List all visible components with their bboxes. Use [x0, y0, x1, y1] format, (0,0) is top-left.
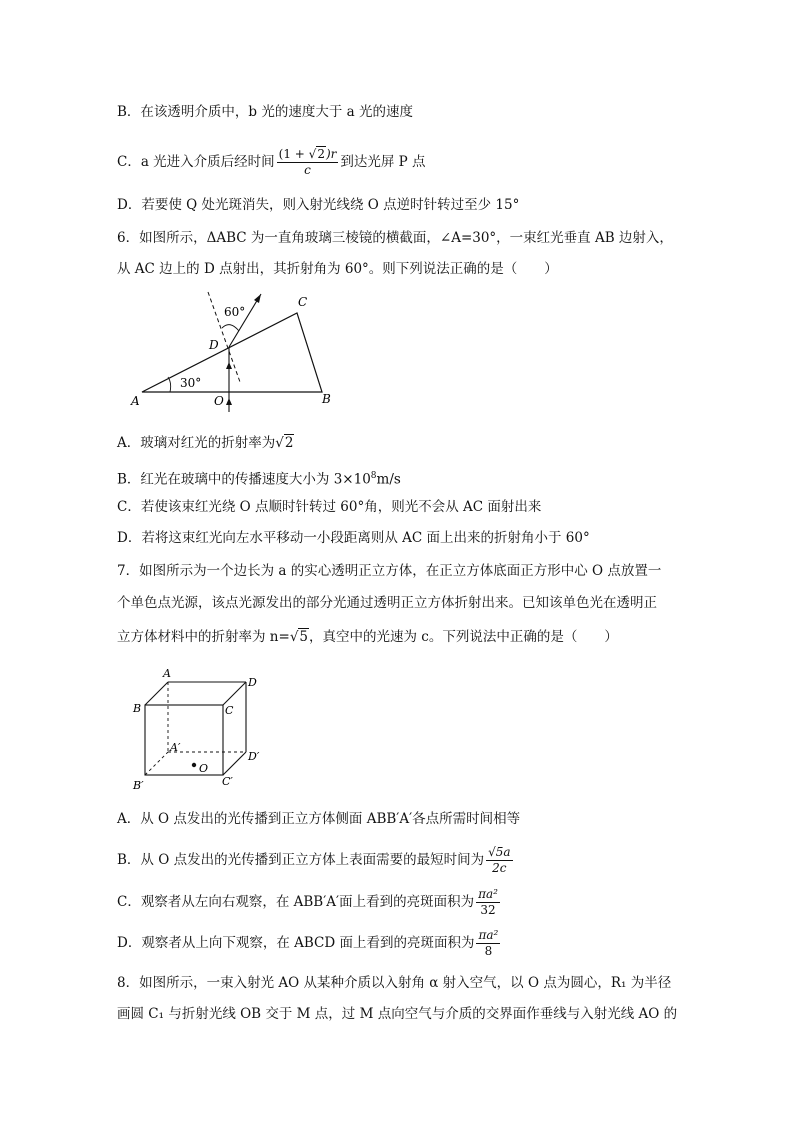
q7-stem-line1: 7．如图所示为一个边长为 a 的实心透明正立方体，在正立方体底面正方形中心 O 点放置一 [117, 563, 662, 579]
q7-option-c: C．观察者从左向右观察，在 ABB′A′面上看到的亮斑面积为 $\frac{\text{πa²}}{32}$ [117, 887, 498, 917]
q6-option-a: A．玻璃对红光的折射率为√2 [117, 435, 294, 451]
q5-option-d: D．若要使 Q 处光斑消失，则入射光线绕 O 点逆时针转过至少 15° [117, 197, 520, 213]
q5-option-c-text: C．a 光进入介质后经时间 [117, 154, 275, 170]
q7-stem-line3: 立方体材料中的折射率为 n=√5，真空中的光速为 c。下列说法中正确的是（ ） [117, 629, 618, 645]
q8-stem-line2: 画圆 C₁ 与折射光线 OB 交于 M 点，过 M 点向空气与介质的交界面作垂线与入射光线 AO 的 [117, 1006, 678, 1022]
q7-label-c: C [225, 704, 234, 717]
q6-option-c: C．若使该束红光绕 O 点顺时针转过 60°角，则光不会从 AC 面射出来 [117, 499, 542, 515]
q7-label-a: A [163, 667, 171, 680]
q7-stem-line2: 个单色点光源，该点光源发出的部分光通过透明正立方体折射出来。已知该单色光在透明正 [117, 595, 657, 611]
q6-arrow-up-icon [226, 398, 232, 405]
q7-cube-front-face [145, 705, 223, 775]
q6-arrow-refracted-icon [254, 294, 261, 303]
q5-option-b: B．在该透明介质中，b 光的速度大于 a 光的速度 [117, 104, 413, 120]
q6-label-c: C [298, 295, 308, 309]
q7-option-a: A．从 O 点发出的光传播到正立方体侧面 ABB′A′各点所需时间相等 [117, 811, 521, 827]
q6-stem-line2: 从 AC 边上的 D 点射出，其折射角为 60°。则下列说法正确的是（ ） [117, 261, 558, 277]
q8-stem-line1: 8．如图所示，一束入射光 AO 从某种介质以入射角 α 射入空气，以 O 点为圆心，R₁ 为半径 [117, 975, 672, 991]
q7-option-d: D．观察者从上向下观察，在 ABCD 面上看到的亮斑面积为 $\frac{\text{πa²}}{8}$ [117, 928, 499, 958]
q5-option-c [117, 147, 426, 178]
q6-label-o: O [214, 394, 224, 408]
q7-label-d-prime: D′ [248, 750, 260, 763]
q6-angle-30-arc [168, 377, 171, 392]
q7-label-b: B [133, 702, 142, 715]
q6-figure [120, 285, 340, 420]
q6-stem-line1: 6．如图所示，ΔABC 为一直角玻璃三棱镜的横截面，∠A=30°，一束红光垂直 AB 边射入， [117, 230, 673, 246]
q6-option-d: D．若将这束红光向左水平移动一小段距离则从 AC 面上出来的折射角小于 60° [117, 530, 590, 546]
q6-angle-60-arc [222, 325, 239, 331]
q5-option-c-tail: 到达光屏 P 点 [340, 154, 426, 170]
q6-label-d: D [209, 338, 219, 352]
q5-option-c-fraction: $\frac{(1 + √2)r}{c}$ [278, 147, 337, 177]
q6-label-a: A [131, 394, 140, 408]
q7-label-b-prime: B′ [133, 779, 144, 792]
q7-cube-figure [125, 665, 275, 800]
q7-label-d: D [248, 676, 257, 689]
q7-label-o: O [199, 762, 209, 775]
q7-option-c-fraction: $\frac{\text{πa²}}{32}$ [478, 887, 498, 917]
q6-arrow-up-icon-2 [226, 362, 232, 369]
q6-label-30: 30° [180, 376, 202, 390]
q7-hidden-edge-diag [145, 752, 168, 775]
q7-label-c-prime: C′ [222, 775, 233, 788]
q6-label-60: 60° [224, 305, 246, 319]
q6-option-a-sqrt: √2 [275, 435, 294, 451]
q7-option-d-fraction: $\frac{\text{πa²}}{8}$ [478, 928, 499, 958]
q7-option-b-fraction: $\frac{√5a}{2c}$ [488, 845, 511, 875]
q6-option-b: B．红光在玻璃中的传播速度大小为 $3\times 10^8m/s$ [117, 471, 401, 488]
q6-label-b: B [322, 392, 331, 406]
q7-label-a-prime: A′ [170, 741, 181, 754]
q7-point-o [192, 763, 196, 767]
q7-option-b: B．从 O 点发出的光传播到正立方体上表面需要的最短时间为 $\frac{√5a}{2c}$ [117, 845, 511, 875]
